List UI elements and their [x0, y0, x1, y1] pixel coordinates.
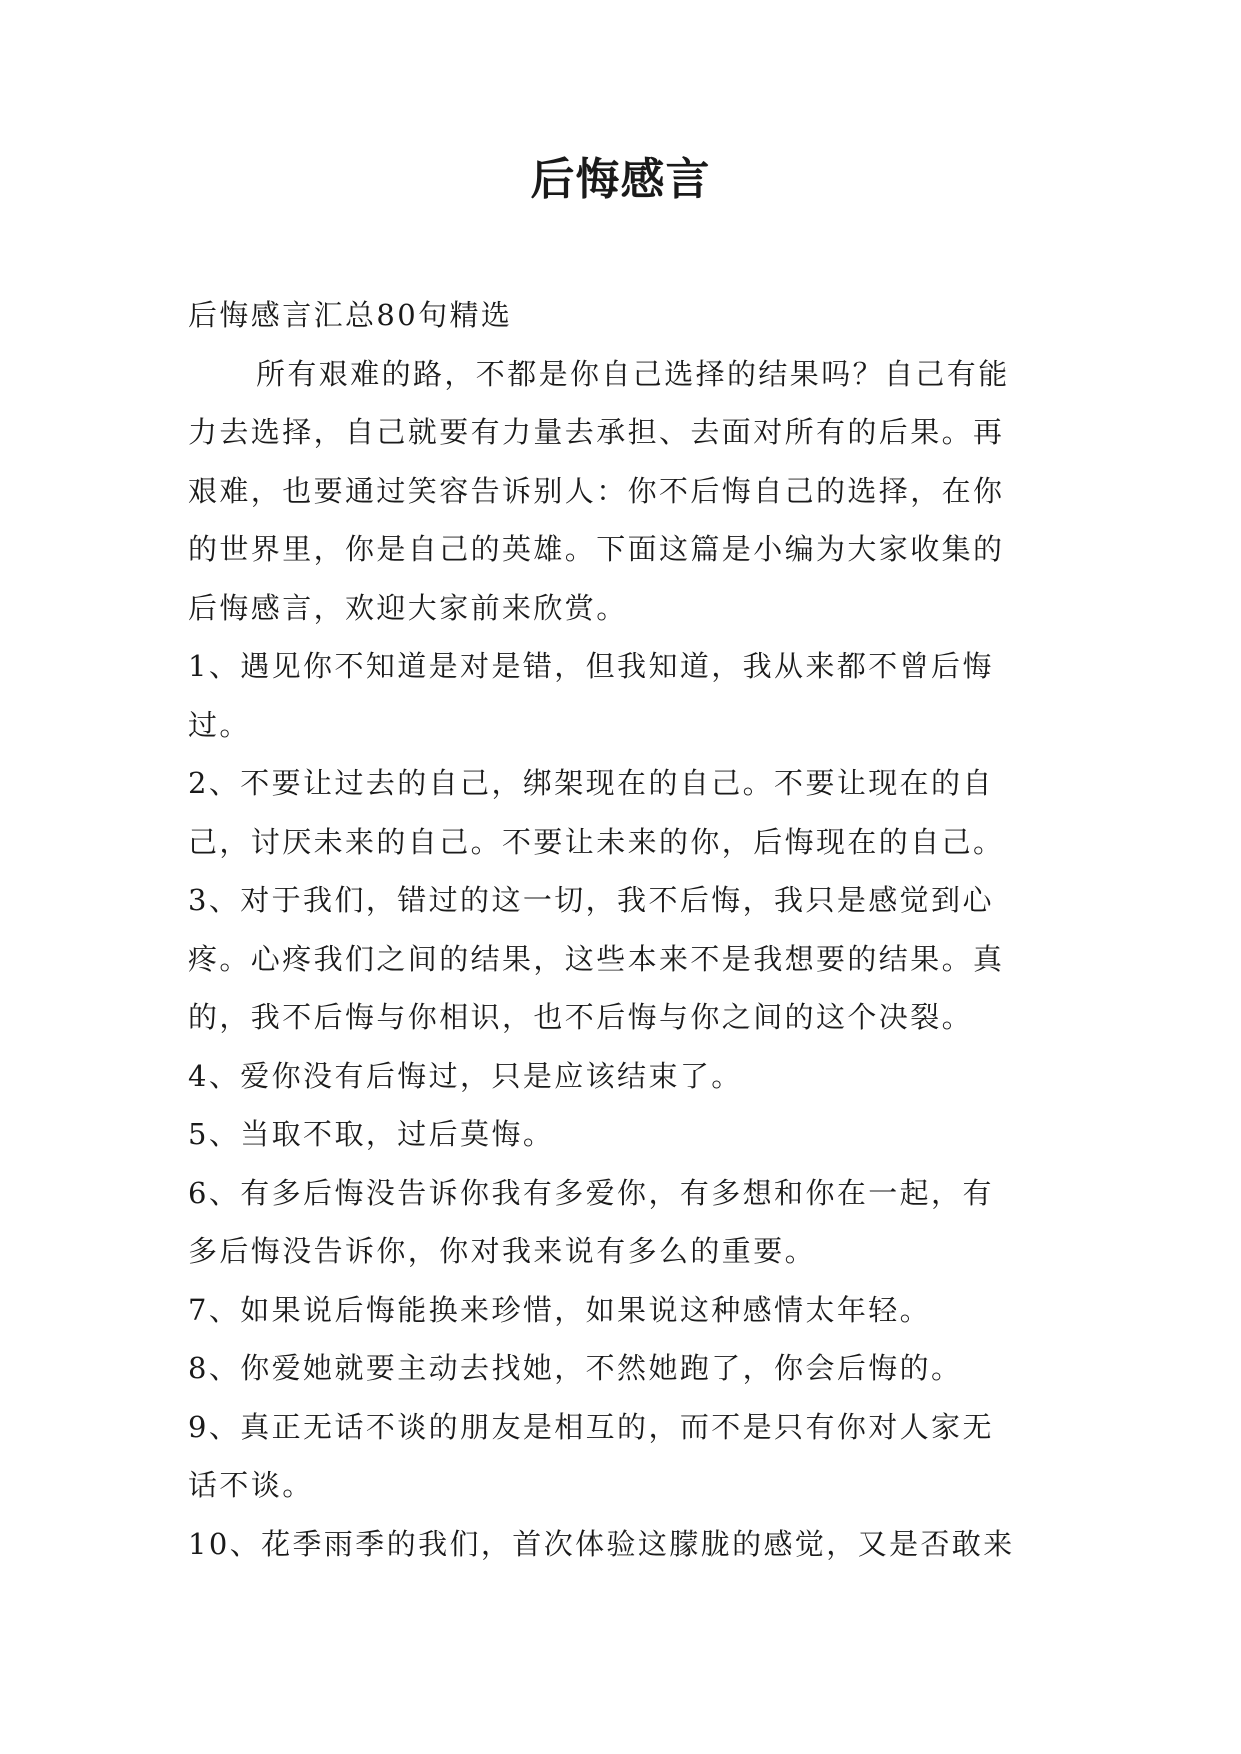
- text-line: 力去选择，自己就要有力量去承担、去面对所有的后果。再: [188, 415, 1005, 449]
- text-line: 9、真正无话不谈的朋友是相互的，而不是只有你对人家无: [188, 1409, 994, 1444]
- text-line: 6、有多后悔没告诉你我有多爱你，有多想和你在一起，有: [188, 1175, 994, 1210]
- text-line: 7、如果说后悔能换来珍惜，如果说这种感情太年轻。: [188, 1292, 932, 1327]
- text-line: 艰难，也要通过笑容告诉别人：你不后悔自己的选择，在你: [188, 473, 1005, 508]
- text-line: 4、爱你没有后悔过，只是应该结束了。: [188, 1058, 743, 1093]
- text-line: 2、不要让过去的自己，绑架现在的自己。不要让现在的自: [188, 766, 994, 800]
- text-line: 己，讨厌未来的自己。不要让未来的你，后悔现在的自己。: [188, 824, 1005, 859]
- text-line: 5、当取不取，过后莫悔。: [188, 1117, 555, 1151]
- text-line: 8、你爱她就要主动去找她，不然她跑了，你会后悔的。: [188, 1351, 963, 1385]
- text-line: 的世界里，你是自己的英雄。下面这篇是小编为大家收集的: [188, 532, 1005, 566]
- document-body: [188, 286, 1058, 1573]
- page-title: 后悔感言: [530, 154, 711, 205]
- text-line: 多后悔没告诉你，你对我来说有多么的重要。: [188, 1234, 817, 1268]
- text-line: 话不谈。: [188, 1468, 314, 1502]
- text-line: 后悔感言，欢迎大家前来欣赏。: [188, 590, 628, 625]
- text-line: 3、对于我们，错过的这一切，我不后悔，我只是感觉到心: [188, 883, 994, 917]
- text-line: 所有艰难的路，不都是你自己选择的结果吗？自己有能: [256, 356, 1010, 391]
- text-line: 1、遇见你不知道是对是错，但我知道，我从来都不曾后悔: [188, 649, 994, 683]
- text-line: 10、花季雨季的我们，首次体验这朦胧的感觉，又是否敢来: [188, 1526, 1015, 1561]
- text-line: 过。: [188, 707, 251, 742]
- subtitle-line: 后悔感言汇总80句精选: [188, 298, 513, 332]
- text-line: 疼。心疼我们之间的结果，这些本来不是我想要的结果。真: [188, 941, 1005, 976]
- text-line: 的，我不后悔与你相识，也不后悔与你之间的这个决裂。: [188, 1000, 974, 1034]
